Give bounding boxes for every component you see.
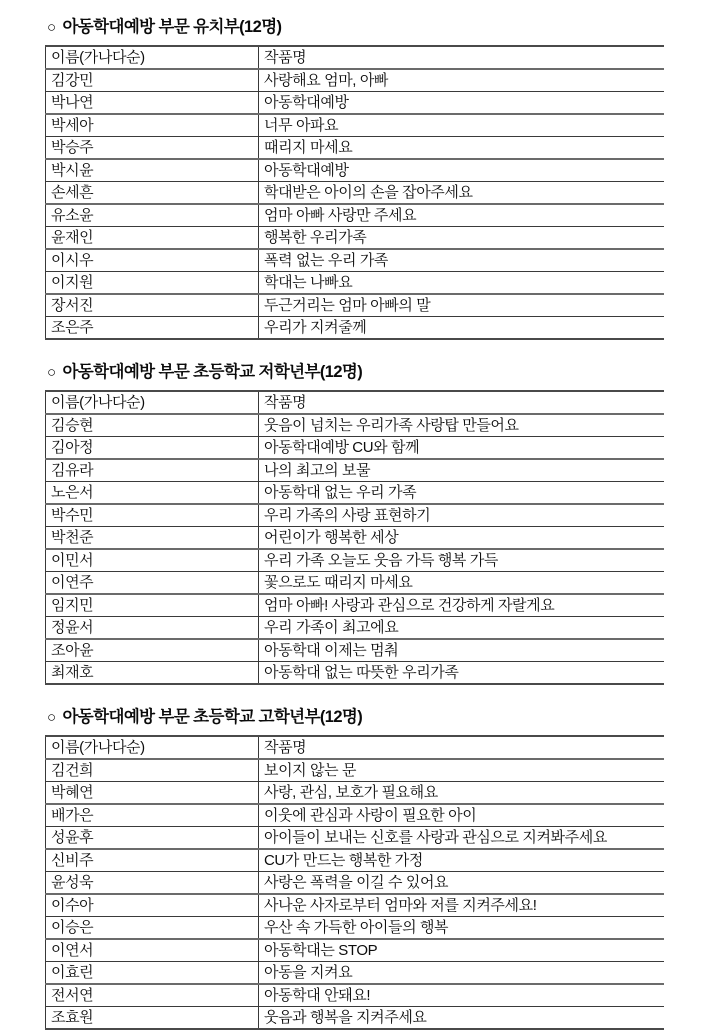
- table-row: [46, 917, 664, 940]
- winner-name-cell: 김건희: [46, 759, 259, 782]
- winner-name-cell: 김아정: [46, 437, 259, 460]
- table-body: [46, 69, 664, 339]
- sections-root: [0, 17, 720, 1030]
- table-row: [46, 459, 664, 482]
- table-row: [46, 137, 664, 160]
- winner-name-cell: 전서연: [46, 984, 259, 1007]
- table-row: [46, 594, 664, 617]
- winner-name-cell: 신비주: [46, 849, 259, 872]
- work-title-cell: 나의 최고의 보물: [259, 459, 664, 482]
- table-row: [46, 984, 664, 1007]
- section-title-text: 아동학대예방 부문 초등학교 고학년부(12명): [62, 708, 363, 726]
- table-row: [46, 759, 664, 782]
- section-title-text: 아동학대예방 부문 초등학교 저학년부(12명): [62, 363, 363, 381]
- name-column-header: 이름(가나다순): [46, 46, 259, 69]
- winner-name-cell: 이연서: [46, 939, 259, 962]
- name-column-header: 이름(가나다순): [46, 736, 259, 759]
- work-title-cell: 꽃으로도 때리지 마세요: [259, 572, 664, 595]
- winner-name-cell: 임지민: [46, 594, 259, 617]
- table-row: [46, 872, 664, 895]
- work-title-cell: 아동학대는 STOP: [259, 939, 664, 962]
- work-title-cell: 사나운 사자로부터 엄마와 저를 지켜주세요!: [259, 894, 664, 917]
- name-column-header: 이름(가나다순): [46, 391, 259, 414]
- table-row: [46, 114, 664, 137]
- table-row: [46, 272, 664, 295]
- section-title: [47, 17, 720, 37]
- work-title-cell: 우리 가족 오늘도 웃음 가득 행복 가득: [259, 549, 664, 572]
- winner-name-cell: 장서진: [46, 294, 259, 317]
- work-title-cell: 너무 아파요: [259, 114, 664, 137]
- winner-name-cell: 김강민: [46, 69, 259, 92]
- work-title-cell: 웃음이 넘치는 우리가족 사랑탑 만들어요: [259, 414, 664, 437]
- table-row: [46, 504, 664, 527]
- winner-name-cell: 정윤서: [46, 617, 259, 640]
- winner-name-cell: 조은주: [46, 317, 259, 340]
- work-title-cell: 엄마 아빠! 사랑과 관심으로 건강하게 자랄게요: [259, 594, 664, 617]
- table-row: [46, 939, 664, 962]
- work-title-cell: 아동학대 없는 우리 가족: [259, 482, 664, 505]
- work-title-cell: 아이들이 보내는 신호를 사랑과 관심으로 지켜봐주세요: [259, 827, 664, 850]
- table-row: [46, 69, 664, 92]
- work-title-cell: 아동을 지켜요: [259, 962, 664, 985]
- winner-name-cell: 박혜연: [46, 782, 259, 805]
- winner-name-cell: 윤재인: [46, 227, 259, 250]
- winner-name-cell: 이시우: [46, 249, 259, 272]
- work-title-cell: 우리가 지켜줄께: [259, 317, 664, 340]
- work-title-cell: 사랑은 폭력을 이길 수 있어요: [259, 872, 664, 895]
- winner-name-cell: 박세아: [46, 114, 259, 137]
- table-row: [46, 782, 664, 805]
- winner-name-cell: 윤성욱: [46, 872, 259, 895]
- work-title-cell: 학대받은 아이의 손을 잡아주세요: [259, 182, 664, 205]
- work-title-cell: 어린이가 행복한 세상: [259, 527, 664, 550]
- work-title-cell: 우리 가족의 사랑 표현하기: [259, 504, 664, 527]
- work-title-cell: 아동학대예방: [259, 92, 664, 115]
- work-title-cell: 폭력 없는 우리 가족: [259, 249, 664, 272]
- table-header-row: [46, 46, 664, 69]
- table-row: [46, 182, 664, 205]
- section-bullet-icon: ○: [47, 709, 56, 726]
- section-bullet-icon: ○: [47, 364, 56, 381]
- winner-name-cell: 박승주: [46, 137, 259, 160]
- winners-table: [45, 735, 664, 1030]
- work-title-cell: 아동학대예방 CU와 함께: [259, 437, 664, 460]
- winner-name-cell: 이승은: [46, 917, 259, 940]
- winner-name-cell: 이연주: [46, 572, 259, 595]
- table-row: [46, 617, 664, 640]
- award-section: [0, 362, 720, 685]
- winner-name-cell: 조아윤: [46, 639, 259, 662]
- work-title-cell: 보이지 않는 문: [259, 759, 664, 782]
- table-row: [46, 204, 664, 227]
- work-column-header: 작품명: [259, 391, 664, 414]
- table-body: [46, 759, 664, 1029]
- table-row: [46, 572, 664, 595]
- winners-table: [45, 390, 664, 685]
- winner-name-cell: 최재호: [46, 662, 259, 685]
- table-row: [46, 962, 664, 985]
- table-row: [46, 294, 664, 317]
- work-title-cell: 엄마 아빠 사랑만 주세요: [259, 204, 664, 227]
- winner-name-cell: 이민서: [46, 549, 259, 572]
- work-title-cell: 행복한 우리가족: [259, 227, 664, 250]
- winner-name-cell: 조효원: [46, 1007, 259, 1030]
- section-title-text: 아동학대예방 부문 유치부(12명): [62, 18, 282, 36]
- winner-name-cell: 노은서: [46, 482, 259, 505]
- work-title-cell: 두근거리는 엄마 아빠의 말: [259, 294, 664, 317]
- winner-name-cell: 박수민: [46, 504, 259, 527]
- table-header-row: [46, 391, 664, 414]
- table-row: [46, 662, 664, 685]
- award-section: [0, 707, 720, 1030]
- work-title-cell: 아동학대 안돼요!: [259, 984, 664, 1007]
- work-title-cell: 아동학대 이제는 멈춰: [259, 639, 664, 662]
- table-row: [46, 227, 664, 250]
- table-row: [46, 894, 664, 917]
- table-row: [46, 1007, 664, 1030]
- table-row: [46, 639, 664, 662]
- work-title-cell: CU가 만드는 행복한 가정: [259, 849, 664, 872]
- table-row: [46, 527, 664, 550]
- winner-name-cell: 박나연: [46, 92, 259, 115]
- table-row: [46, 482, 664, 505]
- winner-name-cell: 배가은: [46, 804, 259, 827]
- winner-name-cell: 이수아: [46, 894, 259, 917]
- work-title-cell: 학대는 나빠요: [259, 272, 664, 295]
- work-title-cell: 이웃에 관심과 사랑이 필요한 아이: [259, 804, 664, 827]
- winner-name-cell: 김유라: [46, 459, 259, 482]
- winner-name-cell: 성윤후: [46, 827, 259, 850]
- award-section: [0, 17, 720, 340]
- work-column-header: 작품명: [259, 46, 664, 69]
- winner-name-cell: 박시윤: [46, 159, 259, 182]
- work-title-cell: 아동학대예방: [259, 159, 664, 182]
- work-title-cell: 아동학대 없는 따뜻한 우리가족: [259, 662, 664, 685]
- table-row: [46, 849, 664, 872]
- section-title: [47, 362, 720, 382]
- work-title-cell: 우리 가족이 최고에요: [259, 617, 664, 640]
- winners-table: [45, 45, 664, 340]
- table-row: [46, 414, 664, 437]
- work-title-cell: 웃음과 행복을 지켜주세요: [259, 1007, 664, 1030]
- work-title-cell: 때리지 마세요: [259, 137, 664, 160]
- table-body: [46, 414, 664, 684]
- table-row: [46, 549, 664, 572]
- table-row: [46, 249, 664, 272]
- winner-name-cell: 박천준: [46, 527, 259, 550]
- table-row: [46, 804, 664, 827]
- table-row: [46, 827, 664, 850]
- work-title-cell: 사랑, 관심, 보호가 필요해요: [259, 782, 664, 805]
- winner-name-cell: 김승현: [46, 414, 259, 437]
- table-row: [46, 317, 664, 340]
- section-bullet-icon: ○: [47, 19, 56, 36]
- table-row: [46, 437, 664, 460]
- work-title-cell: 우산 속 가득한 아이들의 행복: [259, 917, 664, 940]
- section-title: [47, 707, 720, 727]
- table-header-row: [46, 736, 664, 759]
- work-title-cell: 사랑해요 엄마, 아빠: [259, 69, 664, 92]
- winner-name-cell: 손세흔: [46, 182, 259, 205]
- work-column-header: 작품명: [259, 736, 664, 759]
- table-row: [46, 92, 664, 115]
- winner-name-cell: 이효린: [46, 962, 259, 985]
- winner-name-cell: 이지원: [46, 272, 259, 295]
- table-row: [46, 159, 664, 182]
- winner-name-cell: 유소윤: [46, 204, 259, 227]
